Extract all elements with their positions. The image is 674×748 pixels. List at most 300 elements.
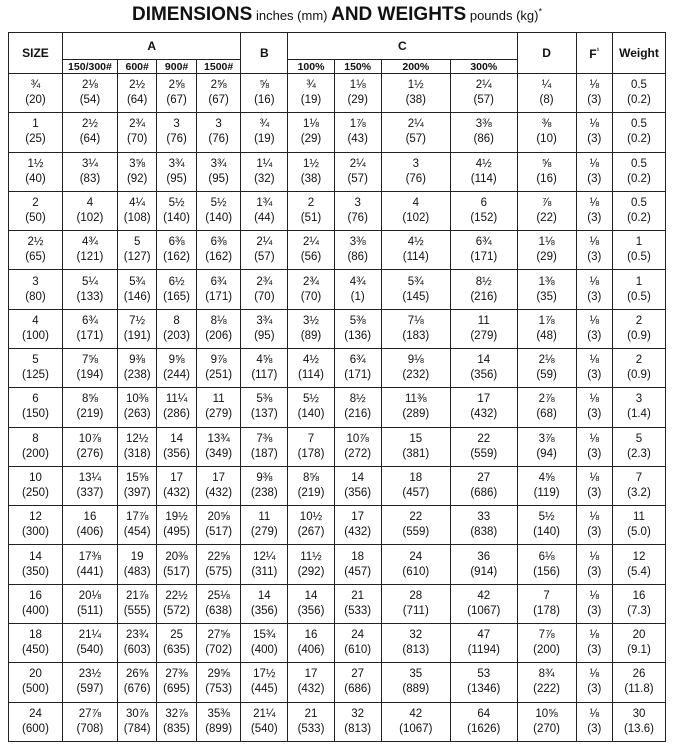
value-inches: 11 — [477, 314, 490, 327]
value-metric: (13.6) — [623, 722, 654, 735]
value-metric: (0.2) — [627, 133, 651, 146]
value-metric: (121) — [76, 251, 104, 264]
value-metric: (517) — [205, 526, 233, 539]
cell-a-600 — [117, 466, 156, 505]
table-row — [9, 584, 666, 623]
cell-c-300 — [451, 388, 517, 427]
value-inches: 4½ — [303, 354, 319, 367]
cell-a-150-300 — [62, 702, 117, 742]
value-metric: (0.5) — [627, 290, 651, 303]
cell-c-300 — [451, 427, 517, 466]
cell-d — [517, 506, 576, 545]
value-inches: 0.5 — [630, 118, 647, 131]
value-metric: (187) — [250, 447, 278, 460]
cell-c-200 — [381, 623, 451, 662]
cell-c-300 — [451, 152, 517, 191]
value-inches: 3 — [215, 118, 222, 131]
value-metric: (216) — [470, 290, 498, 303]
value-metric: (267) — [297, 526, 325, 539]
value-metric: (1626) — [467, 722, 501, 735]
value-metric: (76) — [208, 133, 229, 146]
cell-b — [241, 506, 288, 545]
value-inches: 4½ — [475, 157, 492, 170]
value-metric: (495) — [163, 526, 191, 539]
cell-b — [241, 231, 288, 270]
value-inches: 11 — [633, 511, 645, 524]
value-metric: (3) — [587, 133, 602, 146]
value-metric: (10) — [536, 133, 557, 146]
cell-b — [241, 702, 288, 742]
cell-c-100 — [288, 388, 335, 427]
cell-c-200 — [381, 663, 451, 702]
value-metric: (638) — [205, 604, 233, 617]
value-inches: 21¼ — [78, 629, 102, 642]
value-metric: (511) — [76, 604, 103, 617]
cell-a-900 — [157, 506, 196, 545]
value-inches: 3⅞ — [538, 432, 555, 445]
value-inches: 24 — [351, 629, 365, 642]
value-inches: 1 — [635, 275, 643, 288]
value-inches: 14 — [170, 432, 183, 445]
value-inches: 14 — [29, 550, 42, 563]
value-inches: 2¼ — [407, 118, 424, 131]
value-metric: (533) — [297, 722, 325, 735]
value-metric: (145) — [402, 290, 430, 303]
cell-c-100 — [288, 427, 335, 466]
cell-c-300 — [451, 309, 517, 348]
value-inches: ⅛ — [589, 471, 600, 484]
cell-a-1500 — [196, 466, 241, 505]
value-inches: ⅛ — [589, 236, 600, 249]
value-metric: (133) — [76, 290, 104, 303]
value-metric: (238) — [250, 486, 278, 499]
value-inches: 1½ — [27, 157, 44, 170]
value-metric: (165) — [163, 290, 191, 303]
value-inches: 7½ — [129, 314, 146, 327]
value-inches: 32 — [351, 707, 365, 720]
cell-a-1500 — [196, 152, 241, 191]
value-metric: (1067) — [467, 604, 501, 617]
cell-f — [576, 702, 612, 742]
header-c-150: 150% — [334, 60, 381, 74]
value-metric: (191) — [123, 329, 151, 342]
cell-c-300 — [451, 191, 517, 230]
cell-c-100 — [288, 663, 335, 702]
value-metric: (610) — [402, 565, 430, 578]
value-metric: (0.2) — [627, 94, 651, 107]
value-inches: ⅝ — [259, 79, 270, 92]
cell-size — [9, 74, 63, 113]
cell-d — [517, 270, 576, 309]
value-inches: 3¾ — [168, 157, 185, 170]
cell-a-900 — [157, 702, 196, 742]
value-inches: 24 — [29, 707, 42, 720]
value-metric: (356) — [470, 369, 498, 382]
cell-c-150 — [334, 231, 381, 270]
cell-weight — [612, 152, 665, 191]
value-inches: 21 — [304, 707, 318, 720]
cell-a-1500 — [196, 506, 241, 545]
cell-size — [9, 388, 63, 427]
header-size: SIZE — [9, 33, 63, 74]
value-metric: (500) — [22, 683, 49, 696]
cell-d — [517, 466, 576, 505]
value-inches: 5 — [635, 432, 643, 445]
value-inches: ⅛ — [589, 196, 600, 209]
cell-a-150-300 — [62, 663, 117, 702]
value-inches: 21 — [351, 589, 365, 602]
value-inches: 3 — [354, 196, 361, 209]
value-inches: 16 — [29, 589, 42, 602]
cell-a-600 — [117, 702, 156, 742]
value-metric: (597) — [76, 683, 104, 696]
value-metric: (76) — [405, 172, 427, 185]
value-metric: (572) — [163, 604, 191, 617]
value-inches: 3 — [635, 393, 643, 406]
value-metric: (95) — [166, 172, 187, 185]
cell-b — [241, 545, 288, 584]
value-metric: (94) — [536, 447, 557, 460]
value-inches: 1½ — [407, 79, 424, 92]
value-metric: (40) — [25, 172, 46, 185]
value-metric: (1) — [350, 290, 365, 303]
cell-a-150-300 — [62, 309, 117, 348]
value-inches: 14 — [477, 354, 491, 367]
value-inches: 2½ — [27, 236, 44, 249]
cell-a-600 — [117, 623, 156, 662]
cell-d — [517, 191, 576, 230]
value-inches: 0.5 — [630, 79, 647, 92]
table-row — [9, 466, 666, 505]
cell-c-200 — [381, 584, 451, 623]
value-inches: 3⅜ — [349, 236, 366, 249]
cell-a-600 — [117, 663, 156, 702]
value-metric: (914) — [470, 565, 498, 578]
value-metric: (0.9) — [627, 369, 651, 382]
cell-c-200 — [381, 74, 451, 113]
cell-c-150 — [334, 309, 381, 348]
value-metric: (603) — [123, 644, 151, 657]
value-inches: 1⅛ — [349, 79, 366, 92]
value-metric: (152) — [470, 211, 498, 224]
value-metric: (171) — [344, 369, 372, 382]
page-title — [0, 4, 674, 26]
value-inches: 7 — [307, 432, 315, 445]
cell-size — [9, 270, 63, 309]
value-inches: 4¾ — [81, 236, 98, 249]
value-metric: (575) — [205, 565, 233, 578]
cell-c-100 — [288, 545, 335, 584]
value-inches: ⅝ — [541, 157, 552, 170]
value-inches: 3½ — [303, 314, 319, 327]
value-metric: (0.5) — [627, 251, 651, 264]
cell-c-200 — [381, 545, 451, 584]
value-metric: (3) — [587, 565, 602, 578]
cell-size — [9, 623, 63, 662]
value-inches: 6⅜ — [168, 236, 185, 249]
value-inches: 2⅛ — [81, 79, 98, 92]
value-inches: 16 — [83, 511, 97, 524]
cell-d — [517, 623, 576, 662]
cell-a-600 — [117, 74, 156, 113]
cell-a-1500 — [196, 191, 241, 230]
table-row — [9, 309, 666, 348]
value-inches: 4⅝ — [538, 471, 555, 484]
value-inches: 10 — [29, 471, 42, 484]
value-metric: (150) — [22, 408, 49, 421]
table-body — [9, 74, 666, 742]
cell-a-900 — [157, 584, 196, 623]
value-inches: 28 — [409, 589, 423, 602]
value-metric: (146) — [123, 290, 151, 303]
value-metric: (76) — [347, 211, 368, 224]
cell-a-600 — [117, 427, 156, 466]
value-metric: (635) — [163, 644, 191, 657]
value-metric: (16) — [536, 172, 557, 185]
cell-a-900 — [157, 74, 196, 113]
value-metric: (67) — [208, 94, 229, 107]
value-inches: 1⅜ — [538, 275, 555, 288]
cell-a-150-300 — [62, 388, 117, 427]
cell-f — [576, 348, 612, 387]
value-metric: (813) — [344, 722, 372, 735]
cell-a-900 — [157, 348, 196, 387]
cell-weight — [612, 545, 665, 584]
cell-f — [576, 152, 612, 191]
value-inches: 6 — [32, 393, 39, 406]
value-inches: 2¾ — [129, 118, 146, 131]
value-metric: (117) — [251, 369, 278, 382]
value-metric: (44) — [254, 211, 275, 224]
cell-a-150-300 — [62, 270, 117, 309]
value-inches: 29⅝ — [207, 668, 230, 681]
value-metric: (445) — [250, 683, 278, 696]
cell-weight — [612, 623, 665, 662]
cell-weight — [612, 309, 665, 348]
value-inches: 12 — [632, 550, 646, 563]
value-inches: ⅛ — [589, 668, 600, 681]
value-metric: (171) — [470, 251, 498, 264]
value-metric: (3) — [587, 369, 602, 382]
value-metric: (540) — [76, 644, 104, 657]
title-unit-pounds: pounds (kg) — [469, 8, 539, 23]
value-metric: (813) — [402, 644, 430, 657]
value-inches: 9⅜ — [256, 471, 273, 484]
value-inches: ¾ — [259, 118, 270, 131]
value-metric: (276) — [76, 447, 104, 460]
value-metric: (194) — [76, 369, 104, 382]
value-metric: (114) — [470, 172, 497, 185]
value-inches: 7⅞ — [538, 629, 555, 642]
value-inches: 11⅜ — [405, 393, 427, 406]
value-inches: 17 — [304, 668, 318, 681]
cell-size — [9, 152, 63, 191]
value-inches: 14 — [257, 589, 271, 602]
value-inches: 32 — [409, 629, 423, 642]
value-inches: 2⅝ — [210, 79, 227, 92]
value-inches: 17 — [351, 511, 365, 524]
value-metric: (349) — [205, 447, 233, 460]
value-metric: (3) — [587, 526, 602, 539]
cell-a-1500 — [196, 113, 241, 152]
value-metric: (64) — [79, 133, 101, 146]
value-inches: 32⅞ — [165, 707, 188, 720]
value-inches: 20⅛ — [78, 589, 102, 602]
value-inches: 17 — [477, 393, 491, 406]
value-inches: 24 — [409, 550, 423, 563]
cell-f — [576, 427, 612, 466]
cell-a-1500 — [196, 702, 241, 742]
header-c-100: 100% — [288, 60, 335, 74]
table-row — [9, 231, 666, 270]
title-footnote-mark: * — [538, 6, 543, 17]
value-inches: 20⅝ — [207, 511, 230, 524]
value-metric: (432) — [163, 486, 191, 499]
value-metric: (68) — [536, 408, 557, 421]
value-metric: (3) — [587, 486, 602, 499]
cell-b — [241, 74, 288, 113]
cell-size — [9, 584, 63, 623]
value-metric: (200) — [533, 644, 560, 657]
cell-d — [517, 152, 576, 191]
cell-d — [517, 231, 576, 270]
cell-f — [576, 506, 612, 545]
header-b: B — [241, 33, 288, 74]
value-inches: 2⅝ — [168, 79, 185, 92]
value-metric: (57) — [473, 94, 494, 107]
header-a-900: 900# — [157, 60, 196, 74]
value-metric: (784) — [123, 722, 151, 735]
cell-b — [241, 623, 288, 662]
cell-d — [517, 702, 576, 742]
cell-a-600 — [117, 348, 156, 387]
cell-c-100 — [288, 309, 335, 348]
value-inches: 3¾ — [210, 157, 227, 170]
value-metric: (114) — [402, 251, 429, 264]
value-inches: 1¼ — [256, 157, 273, 170]
value-inches: 8 — [173, 314, 180, 327]
cell-c-150 — [334, 388, 381, 427]
cell-a-150-300 — [62, 466, 117, 505]
value-metric: (171) — [76, 329, 104, 342]
cell-a-150-300 — [62, 113, 117, 152]
value-metric: (56) — [300, 251, 322, 264]
value-metric: (3) — [587, 172, 602, 185]
cell-b — [241, 113, 288, 152]
table-row — [9, 152, 666, 191]
value-metric: (432) — [297, 683, 325, 696]
value-metric: (3) — [587, 722, 602, 735]
value-metric: (1346) — [467, 683, 501, 696]
value-inches: 2½ — [81, 118, 98, 131]
value-metric: (0.2) — [627, 172, 651, 185]
value-metric: (2.3) — [627, 447, 651, 460]
value-inches: 2¼ — [303, 236, 319, 249]
value-metric: (22) — [536, 211, 557, 224]
cell-a-150-300 — [62, 545, 117, 584]
cell-c-200 — [381, 702, 451, 742]
value-inches: ⅛ — [589, 157, 600, 170]
value-metric: (3.2) — [627, 486, 651, 499]
cell-c-150 — [334, 702, 381, 742]
cell-a-900 — [157, 427, 196, 466]
value-metric: (3) — [587, 94, 602, 107]
cell-c-100 — [288, 348, 335, 387]
cell-c-200 — [381, 466, 451, 505]
value-metric: (16) — [254, 94, 275, 107]
value-inches: ⅞ — [541, 196, 552, 209]
value-inches: 2½ — [129, 79, 146, 92]
value-inches: 6½ — [168, 275, 185, 288]
value-inches: 5¼ — [81, 275, 98, 288]
value-inches: 20⅜ — [165, 550, 188, 563]
table-row — [9, 427, 666, 466]
value-metric: (171) — [205, 290, 233, 303]
cell-f — [576, 466, 612, 505]
cell-c-300 — [451, 113, 517, 152]
value-metric: (454) — [123, 526, 151, 539]
cell-d — [517, 348, 576, 387]
value-inches: 9⅞ — [210, 354, 227, 367]
cell-c-200 — [381, 506, 451, 545]
value-metric: (533) — [344, 604, 372, 617]
value-inches: 8¾ — [538, 668, 555, 681]
cell-b — [241, 270, 288, 309]
value-inches: ¼ — [541, 79, 552, 92]
value-inches: ¾ — [306, 79, 316, 92]
value-metric: (263) — [123, 408, 151, 421]
cell-c-300 — [451, 663, 517, 702]
value-metric: (100) — [22, 329, 49, 342]
value-inches: 22½ — [165, 589, 188, 602]
value-inches: 1⅞ — [538, 314, 555, 327]
cell-c-200 — [381, 270, 451, 309]
cell-weight — [612, 427, 665, 466]
value-inches: 1⅛ — [538, 236, 555, 249]
cell-size — [9, 506, 63, 545]
value-inches: 2 — [32, 196, 39, 209]
value-inches: 0.5 — [630, 196, 647, 209]
cell-a-1500 — [196, 388, 241, 427]
value-metric: (889) — [402, 683, 430, 696]
value-inches: 0.5 — [630, 157, 647, 170]
value-inches: ⅛ — [589, 629, 600, 642]
cell-weight — [612, 663, 665, 702]
value-metric: (54) — [79, 94, 101, 107]
value-inches: 11½ — [300, 550, 322, 563]
value-metric: (59) — [536, 369, 557, 382]
value-inches: 1¾ — [256, 196, 273, 209]
value-metric: (356) — [163, 447, 191, 460]
value-inches: 4¾ — [349, 275, 366, 288]
value-metric: (753) — [205, 683, 233, 696]
value-inches: 4 — [412, 196, 419, 209]
cell-c-150 — [334, 348, 381, 387]
cell-a-900 — [157, 191, 196, 230]
value-metric: (162) — [205, 251, 233, 264]
cell-b — [241, 466, 288, 505]
cell-f — [576, 74, 612, 113]
value-inches: 25⅛ — [207, 589, 230, 602]
cell-c-150 — [334, 584, 381, 623]
value-metric: (127) — [123, 251, 151, 264]
value-inches: 19½ — [165, 511, 188, 524]
value-inches: ⅛ — [589, 275, 600, 288]
table-row — [9, 545, 666, 584]
cell-c-200 — [381, 348, 451, 387]
value-metric: (222) — [533, 683, 560, 696]
cell-c-300 — [451, 466, 517, 505]
